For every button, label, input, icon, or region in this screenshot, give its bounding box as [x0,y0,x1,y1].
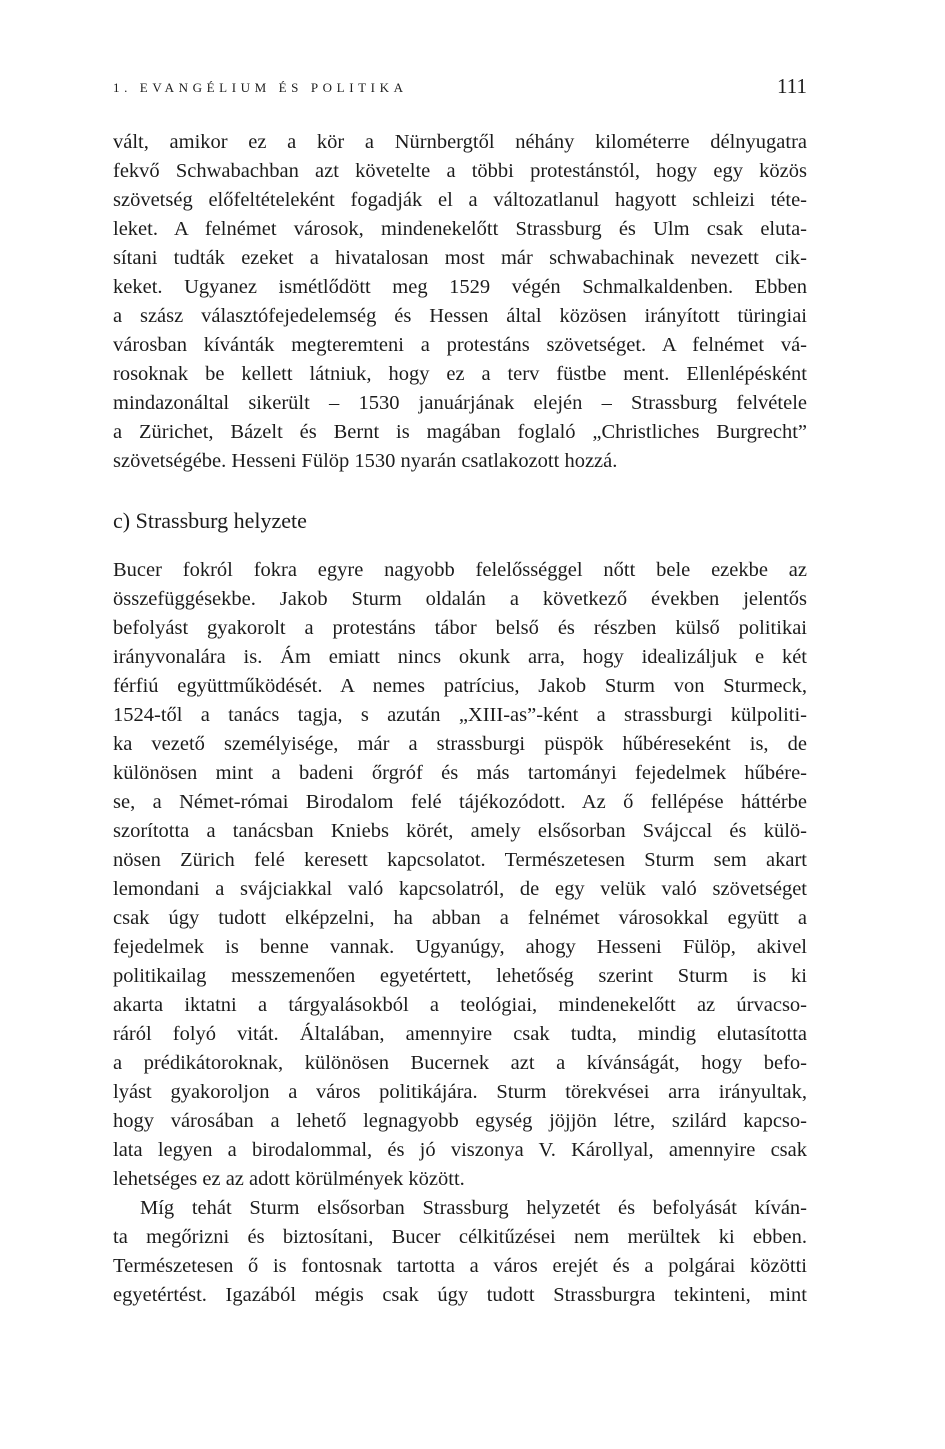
paragraph-1 [113,128,807,476]
text-line: lemondani a svájciakkal való kapcsolatról, de egy velük való szövetséget [113,878,807,900]
text-line: befolyást gyakorolt a protestáns tábor belső és részben külső politikai [113,617,807,639]
text-line: a Zürichet, Bázelt és Bernt is magában foglaló „Christliches Burgrecht” [113,421,807,443]
text-line: irányvonalára is. Ám emiatt nincs okunk arra, hogy idealizáljuk e két [113,646,807,668]
running-header [113,74,807,104]
text-line: akarta iktatni a tárgyalásokból a teológiai, mindenekelőtt az úrvacso- [113,994,807,1016]
paragraph-3 [113,1194,807,1310]
running-title: 1. EVANGÉLIUM ÉS POLITIKA [113,80,408,95]
text-line: sítani tudták ezeket a hivatalosan most már schwabachinak nevezett cik- [113,247,807,269]
section-heading: c) Strassburg helyzete [113,508,307,533]
text-line: vált, amikor ez a kör a Nürnbergtől néhány kilométerre délnyugatra [113,131,807,153]
text-line: lyást gyakoroljon a város politikájára. Sturm törekvései arra irányultak, [113,1081,807,1103]
text-line: ta megőrizni és biztosítani, Bucer célkitűzései nem merültek ki ebben. [113,1226,807,1248]
text-line: se, a Német-római Birodalom felé tájékozódott. Az ő fellépése háttérbe [113,791,807,813]
text-line: a prédikátoroknak, különösen Bucernek azt a kívánságát, hogy befo- [113,1052,807,1074]
text-line: szövetségébe. Hesseni Fülöp 1530 nyarán csatlakozott hozzá. [113,450,618,472]
text-line: politikailag messzemenően egyetértett, lehetőség szerint Sturm is ki [113,965,807,987]
text-line: ráról folyó vitát. Általában, amennyire csak tudta, mindig elutasította [113,1023,807,1045]
text-line: lehetséges ez az adott körülmények között. [113,1168,465,1190]
text-line: a szász választófejedelemség és Hessen által közösen irányított türingiai [113,305,807,327]
text-line: szövetség előfeltételeként fogadják el a változatlanul hagyott schleizi téte- [113,189,807,211]
text-line: nösen Zürich felé keresett kapcsolatot. Természetesen Sturm sem akart [113,849,807,871]
text-line: fekvő Schwabachban azt követelte a többi protestánstól, hogy egy közös [113,160,807,182]
text-line: különösen mint a badeni őrgróf és más tartományi fejedelmek hűbére- [113,762,807,784]
text-line: Természetesen ő is fontosnak tartotta a város erejét és a polgárai közötti [113,1255,807,1277]
text-line: fejedelmek is benne vannak. Ugyanúgy, ahogy Hesseni Fülöp, akivel [113,936,807,958]
paragraph-2 [113,556,807,1194]
text-line: összefüggésekbe. Jakob Sturm oldalán a következő években jelentős [113,588,807,610]
text-line: csak úgy tudott elképzelni, ha abban a felnémet városokkal együtt a [113,907,807,929]
text-line: egyetértést. Igazából mégis csak úgy tudott Strassburgra tekinteni, mint [113,1284,807,1306]
text-line: lata legyen a birodalommal, és jó viszonya V. Károllyal, amennyire csak [113,1139,807,1161]
page-number: 111 [777,74,807,98]
text-line: rosoknak be kellett látniuk, hogy ez a terv füstbe ment. Ellenlépésként [113,363,807,385]
text-line: városban kívánták megteremteni a protestáns szövetséget. A felnémet vá- [113,334,807,356]
text-line: Bucer fokról fokra egyre nagyobb felelősséggel nőtt bele ezekbe az [113,559,807,581]
text-line: 1524-től a tanács tagja, s azután „XIII-as”-ként a strassburgi külpoliti- [113,704,807,726]
text-line: mindazonáltal sikerült – 1530 januárjának elején – Strassburg felvétele [113,392,807,414]
text-line: leket. A felnémet városok, mindenekelőtt Strassburg és Ulm csak eluta- [113,218,807,240]
text-line: szorította a tanácsban Kniebs körét, amely elsősorban Svájccal és külö- [113,820,807,842]
body-text [113,128,807,1310]
text-line: ka vezető személyisége, már a strassburgi püspök hűbéreseként is, de [113,733,807,755]
text-line: Míg tehát Sturm elsősorban Strassburg helyzetét és befolyását kíván- [140,1197,807,1219]
text-line: hogy városában a lehető legnagyobb egység jöjjön létre, szilárd kapcso- [113,1110,807,1132]
text-line: keket. Ugyanez ismétlődött meg 1529 végén Schmalkaldenben. Ebben [113,276,807,298]
text-line: férfiú együttműködését. A nemes patrícius, Jakob Sturm von Sturmeck, [113,675,807,697]
